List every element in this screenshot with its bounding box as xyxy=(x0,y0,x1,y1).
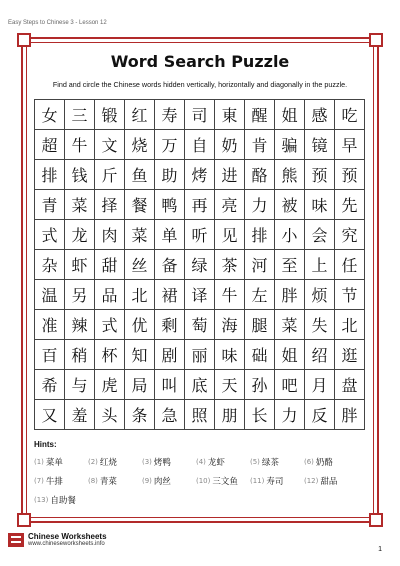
grid-cell[interactable]: 姐 xyxy=(275,340,305,370)
hint-item xyxy=(34,473,88,489)
grid-cell[interactable]: 译 xyxy=(185,280,215,310)
grid-cell[interactable]: 剩 xyxy=(155,310,185,340)
hint-number: (6) xyxy=(304,458,314,466)
hint-item xyxy=(304,454,358,470)
grid-cell[interactable]: 排 xyxy=(35,160,65,190)
hint-item xyxy=(88,473,142,489)
grid-cell[interactable]: 虎 xyxy=(95,370,125,400)
grid-cell[interactable]: 天 xyxy=(215,370,245,400)
grid-cell[interactable]: 进 xyxy=(215,160,245,190)
grid-cell[interactable]: 红 xyxy=(125,100,155,130)
grid-cell[interactable]: 绍 xyxy=(305,340,335,370)
grid-cell[interactable]: 听 xyxy=(185,220,215,250)
grid-cell[interactable]: 杂 xyxy=(35,250,65,280)
grid-cell[interactable]: 肯 xyxy=(245,130,275,160)
grid-cell[interactable]: 希 xyxy=(35,370,65,400)
grid-cell[interactable]: 寿 xyxy=(155,100,185,130)
hint-number: (3) xyxy=(142,458,152,466)
grid-cell[interactable]: 姐 xyxy=(275,100,305,130)
grid-cell[interactable]: 排 xyxy=(245,220,275,250)
grid-cell[interactable]: 斤 xyxy=(95,160,125,190)
grid-cell[interactable]: 三 xyxy=(65,100,95,130)
hint-item xyxy=(196,473,250,489)
grid-cell[interactable]: 烧 xyxy=(125,130,155,160)
grid-cell[interactable]: 单 xyxy=(155,220,185,250)
hint-word: 青菜 xyxy=(99,477,117,487)
grid-cell[interactable]: 骗 xyxy=(275,130,305,160)
grid-cell[interactable]: 烦 xyxy=(305,280,335,310)
hints-label: Hints: xyxy=(34,440,57,449)
grid-cell[interactable]: 丽 xyxy=(185,340,215,370)
hint-number: (10) xyxy=(196,477,211,485)
hint-word: 红烧 xyxy=(99,458,117,468)
grid-cell[interactable]: 镜 xyxy=(305,130,335,160)
hint-number: (4) xyxy=(196,458,206,466)
page-number: 1 xyxy=(378,546,382,553)
grid-cell[interactable]: 菜 xyxy=(65,190,95,220)
grid-cell[interactable]: 孙 xyxy=(245,370,275,400)
grid-cell[interactable]: 河 xyxy=(245,250,275,280)
grid-cell[interactable]: 局 xyxy=(125,370,155,400)
grid-cell[interactable]: 感 xyxy=(305,100,335,130)
grid-cell[interactable]: 月 xyxy=(305,370,335,400)
hint-number: (7) xyxy=(34,477,44,485)
grid-cell[interactable]: 牛 xyxy=(65,130,95,160)
grid-cell[interactable]: 茶 xyxy=(215,250,245,280)
grid-cell[interactable]: 盘 xyxy=(335,370,365,400)
hint-word: 甜品 xyxy=(320,477,338,487)
grid-cell[interactable]: 烤 xyxy=(185,160,215,190)
hint-number: (12) xyxy=(304,477,319,485)
grid-cell[interactable]: 择 xyxy=(95,190,125,220)
page-title: Word Search Puzzle xyxy=(110,52,290,71)
grid-cell[interactable]: 自 xyxy=(185,130,215,160)
hint-item xyxy=(34,454,88,470)
grid-cell[interactable]: 见 xyxy=(215,220,245,250)
hint-word: 奶酪 xyxy=(315,458,333,468)
hint-number: (2) xyxy=(88,458,98,466)
grid-cell[interactable]: 超 xyxy=(35,130,65,160)
hint-number: (5) xyxy=(250,458,260,466)
grid-cell[interactable]: 另 xyxy=(65,280,95,310)
grid-cell[interactable]: 文 xyxy=(95,130,125,160)
grid-cell[interactable]: 失 xyxy=(305,310,335,340)
grid-cell[interactable]: 优 xyxy=(125,310,155,340)
grid-cell[interactable]: 百 xyxy=(35,340,65,370)
grid-cell[interactable]: 奶 xyxy=(215,130,245,160)
hint-number: (8) xyxy=(88,477,98,485)
grid-cell[interactable]: 力 xyxy=(245,190,275,220)
grid-cell[interactable]: 剧 xyxy=(155,340,185,370)
frame-corner-ornament xyxy=(17,33,31,47)
hint-item xyxy=(250,473,304,489)
grid-cell[interactable]: 再 xyxy=(185,190,215,220)
grid-cell[interactable]: 肉 xyxy=(95,220,125,250)
hint-number: (9) xyxy=(142,477,152,485)
hint-word: 肉丝 xyxy=(153,477,171,487)
grid-cell[interactable]: 锻 xyxy=(95,100,125,130)
grid-cell[interactable]: 预 xyxy=(335,160,365,190)
instructions: Find and circle the Chinese words hidden vertically, horizontally and diagonally in the puzzle. xyxy=(52,80,348,89)
frame-corner-ornament xyxy=(369,33,383,47)
hint-word: 绿茶 xyxy=(261,458,279,468)
grid-cell[interactable]: 虾 xyxy=(65,250,95,280)
grid-cell[interactable]: 条 xyxy=(125,400,155,430)
grid-cell[interactable]: 先 xyxy=(335,190,365,220)
grid-cell[interactable]: 式 xyxy=(95,310,125,340)
hint-word: 寿司 xyxy=(266,477,284,487)
grid-cell[interactable]: 鸭 xyxy=(155,190,185,220)
grid-cell[interactable]: 上 xyxy=(305,250,335,280)
grid-cell[interactable]: 知 xyxy=(125,340,155,370)
grid-cell[interactable]: 吧 xyxy=(275,370,305,400)
grid-cell[interactable]: 菜 xyxy=(275,310,305,340)
grid-cell[interactable]: 逛 xyxy=(335,340,365,370)
hint-item xyxy=(142,454,196,470)
grid-cell[interactable]: 反 xyxy=(305,400,335,430)
brand-url: www.chineseworksheets.info xyxy=(28,541,105,547)
hint-number: (11) xyxy=(250,477,265,485)
brand-logo-icon xyxy=(8,533,24,547)
grid-cell[interactable]: 任 xyxy=(335,250,365,280)
grid-cell[interactable]: 稍 xyxy=(65,340,95,370)
hint-item xyxy=(250,454,304,470)
grid-cell[interactable]: 础 xyxy=(245,340,275,370)
grid-cell[interactable]: 熊 xyxy=(275,160,305,190)
grid-cell[interactable]: 助 xyxy=(155,160,185,190)
hint-word: 三文鱼 xyxy=(212,477,238,487)
grid-cell[interactable]: 备 xyxy=(155,250,185,280)
grid-cell[interactable]: 甜 xyxy=(95,250,125,280)
grid-cell[interactable]: 急 xyxy=(155,400,185,430)
grid-cell[interactable]: 长 xyxy=(245,400,275,430)
grid-cell[interactable]: 会 xyxy=(305,220,335,250)
grid-cell[interactable]: 鱼 xyxy=(125,160,155,190)
grid-cell[interactable]: 头 xyxy=(95,400,125,430)
grid-cell[interactable]: 女 xyxy=(35,100,65,130)
footer-brand xyxy=(8,532,107,547)
grid-cell[interactable]: 北 xyxy=(125,280,155,310)
grid-cell[interactable]: 胖 xyxy=(275,280,305,310)
grid-cell[interactable]: 辣 xyxy=(65,310,95,340)
grid-cell[interactable]: 节 xyxy=(335,280,365,310)
hint-word: 龙虾 xyxy=(207,458,225,468)
hint-item xyxy=(34,492,88,508)
brand-name: Chinese Worksheets xyxy=(28,532,107,541)
grid-cell[interactable]: 至 xyxy=(275,250,305,280)
course-header: Easy Steps to Chinese 3 - Lesson 12 xyxy=(8,20,107,26)
grid-cell[interactable]: 准 xyxy=(35,310,65,340)
word-search-grid xyxy=(34,99,365,430)
grid-cell[interactable]: 丝 xyxy=(125,250,155,280)
grid-cell[interactable]: 究 xyxy=(335,220,365,250)
grid-cell[interactable]: 照 xyxy=(185,400,215,430)
grid-cell[interactable]: 又 xyxy=(35,400,65,430)
grid-cell[interactable]: 式 xyxy=(35,220,65,250)
frame-corner-ornament xyxy=(369,513,383,527)
grid-cell[interactable]: 品 xyxy=(95,280,125,310)
grid-cell[interactable]: 味 xyxy=(215,340,245,370)
grid-cell[interactable]: 早 xyxy=(335,130,365,160)
grid-cell[interactable]: 東 xyxy=(215,100,245,130)
hint-word: 牛排 xyxy=(45,477,63,487)
grid-cell[interactable]: 底 xyxy=(185,370,215,400)
grid-cell[interactable]: 预 xyxy=(305,160,335,190)
grid-cell[interactable]: 菜 xyxy=(125,220,155,250)
grid-cell[interactable]: 吃 xyxy=(335,100,365,130)
grid-cell[interactable]: 醒 xyxy=(245,100,275,130)
grid-cell[interactable]: 亮 xyxy=(215,190,245,220)
grid-cell[interactable]: 海 xyxy=(215,310,245,340)
grid-cell[interactable]: 被 xyxy=(275,190,305,220)
hint-item xyxy=(196,454,250,470)
grid-cell[interactable]: 钱 xyxy=(65,160,95,190)
hints-list xyxy=(34,454,374,508)
grid-cell[interactable]: 北 xyxy=(335,310,365,340)
grid-cell[interactable]: 小 xyxy=(275,220,305,250)
hint-word: 菜单 xyxy=(45,458,63,468)
hint-number: (1) xyxy=(34,458,44,466)
grid-cell[interactable]: 万 xyxy=(155,130,185,160)
grid-cell[interactable]: 裙 xyxy=(155,280,185,310)
grid-cell[interactable]: 餐 xyxy=(125,190,155,220)
grid-cell[interactable]: 叫 xyxy=(155,370,185,400)
grid-cell[interactable]: 酪 xyxy=(245,160,275,190)
grid-cell[interactable]: 力 xyxy=(275,400,305,430)
grid-cell[interactable]: 羞 xyxy=(65,400,95,430)
hint-item xyxy=(88,454,142,470)
grid-cell[interactable]: 萄 xyxy=(185,310,215,340)
grid-cell[interactable]: 龙 xyxy=(65,220,95,250)
grid-cell[interactable]: 司 xyxy=(185,100,215,130)
grid-cell[interactable]: 温 xyxy=(35,280,65,310)
hint-word: 烤鸭 xyxy=(153,458,171,468)
grid-cell[interactable]: 味 xyxy=(305,190,335,220)
grid-cell[interactable]: 朋 xyxy=(215,400,245,430)
grid-cell[interactable]: 左 xyxy=(245,280,275,310)
grid-cell[interactable]: 绿 xyxy=(185,250,215,280)
hint-word: 自助餐 xyxy=(50,496,76,506)
grid-cell[interactable]: 牛 xyxy=(215,280,245,310)
frame-corner-ornament xyxy=(17,513,31,527)
grid-cell[interactable]: 胖 xyxy=(335,400,365,430)
hint-item xyxy=(142,473,196,489)
grid-cell[interactable]: 青 xyxy=(35,190,65,220)
hint-item xyxy=(304,473,358,489)
grid-cell[interactable]: 与 xyxy=(65,370,95,400)
grid-cell[interactable]: 杯 xyxy=(95,340,125,370)
hint-number: (13) xyxy=(34,496,49,504)
grid-cell[interactable]: 腿 xyxy=(245,310,275,340)
